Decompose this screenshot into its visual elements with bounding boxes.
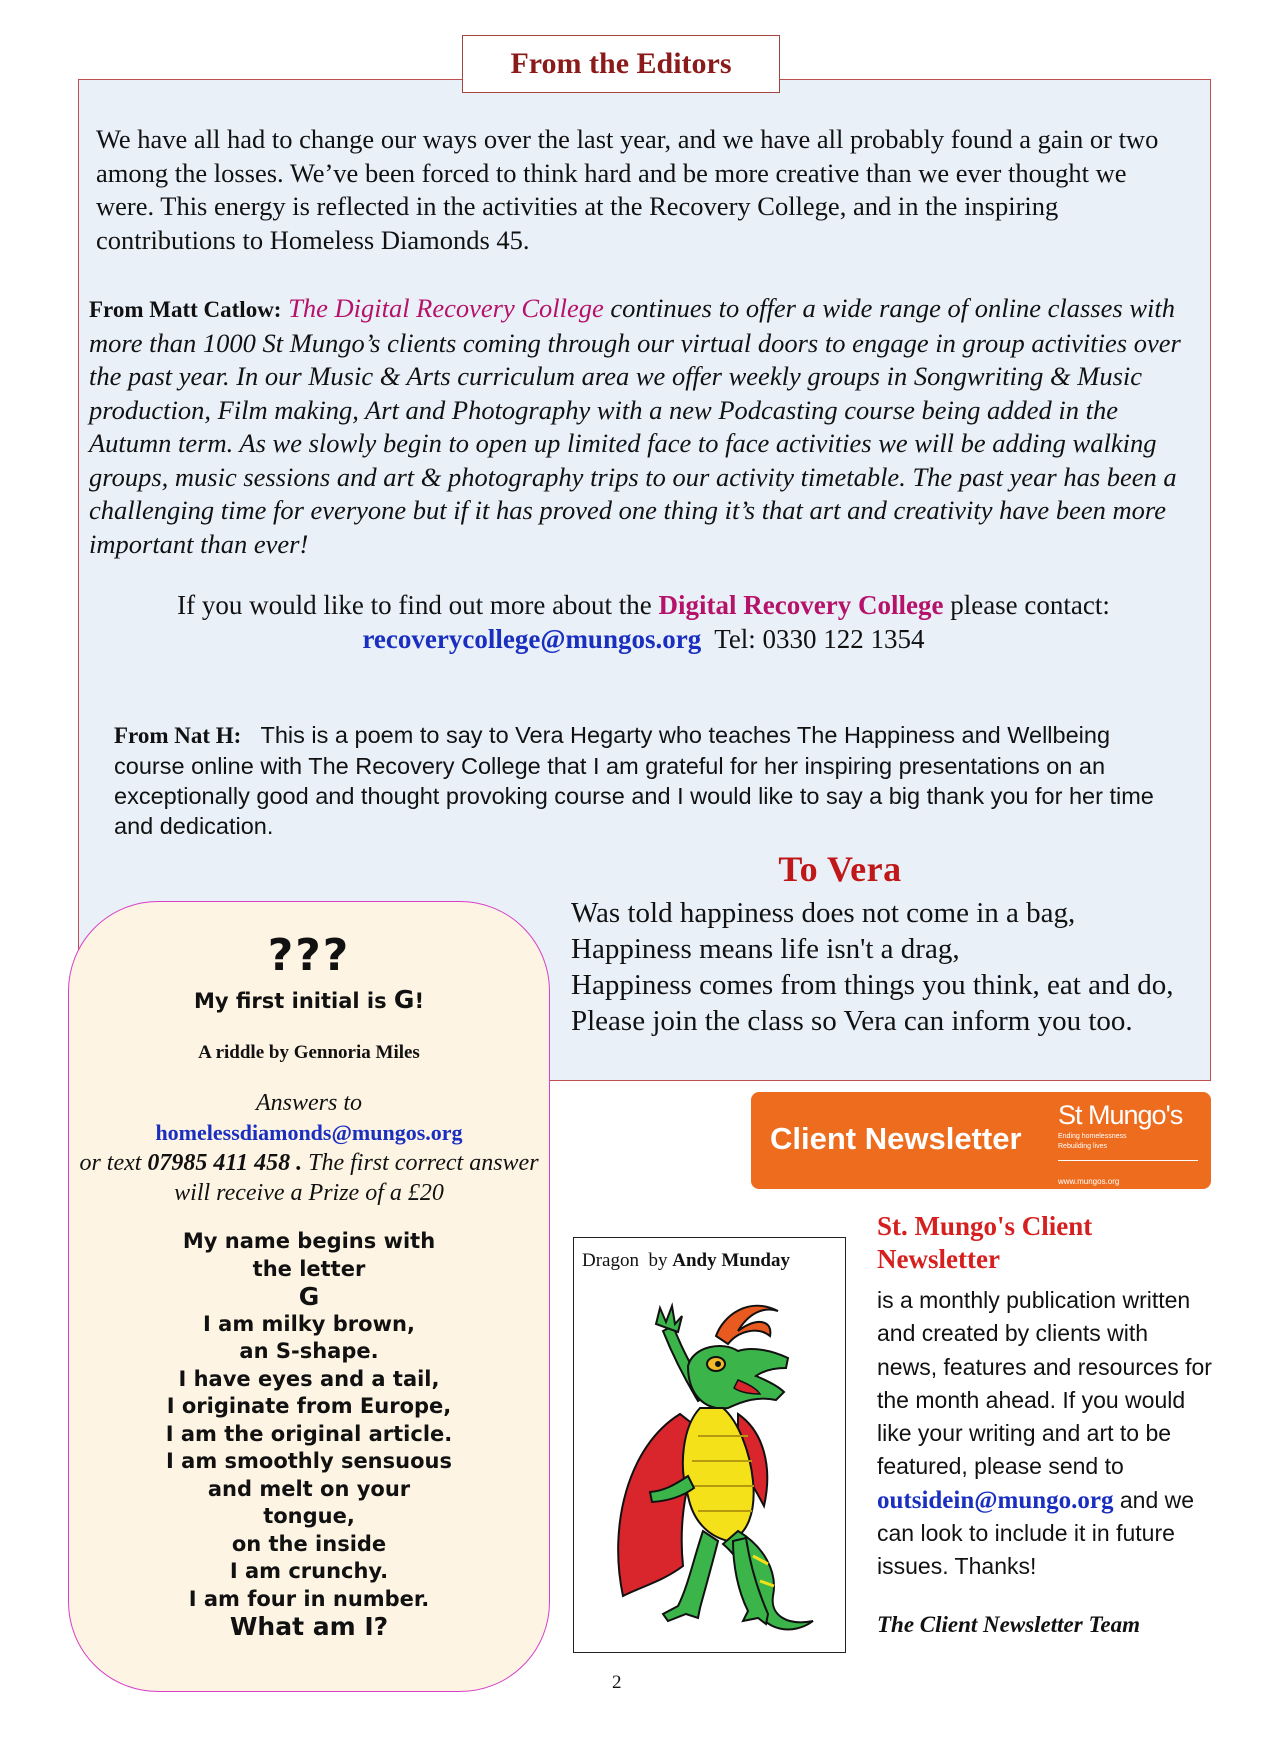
matt-text: continues to offer a wide range of online classes with more than 1000 St Mungo’s clients coming through our virtual doors to engage in group activities over the past year. In our Music & Arts curriculum area we offer weekly groups in Songwriting & Music production, Film making, Art and Photography with a new Podcasting course being added in the Autumn term. As we slowly begin to open up limited face to face activities we will be adding walking groups, music sessions and art & photography trips to our activity timetable. The past year has been a challenging time for everyone but if it has proved one thing it’s that art and creativity have been more important than ever! <box>89 293 1181 559</box>
riddle-subtitle-text: My first initial is <box>193 989 394 1013</box>
riddle-line: an S-shape. <box>239 1339 379 1363</box>
riddle-line: I originate from Europe, <box>166 1394 452 1418</box>
poem-title: To Vera <box>778 849 902 889</box>
nat-text: This is a poem to say to Vera Hegarty who teaches The Happiness and Wellbeing course online with The Recovery College that I am grateful for her inspiring presentations on an exceptionally good and thought provoking course and I would like to say a big thank you for her time and dedication. <box>114 722 1161 839</box>
artist-name: Andy Munday <box>672 1250 790 1271</box>
riddle-line: and melt on your <box>207 1476 411 1501</box>
riddle-subtitle-end: ! <box>414 989 425 1013</box>
riddle-line: I am milky brown, <box>203 1311 415 1336</box>
riddle-question-marks: ??? <box>267 930 351 981</box>
contact-pre: If you would like to find out more about the <box>177 590 659 620</box>
riddle-subtitle <box>69 985 549 1014</box>
riddle-line: the letter <box>252 1256 366 1281</box>
riddle-prize-text <box>69 1148 549 1208</box>
riddle-line: tongue, <box>263 1504 355 1528</box>
logo-name: St Mungo's <box>1058 1100 1183 1130</box>
poem-line: Was told happiness does not come in a bag, <box>571 897 1076 929</box>
riddle-line: I am four in number. <box>188 1586 430 1611</box>
riddle-line: I am crunchy. <box>229 1559 389 1583</box>
logo-tagline-1: Ending homelessness <box>1058 1133 1127 1140</box>
logo-url: www.mungos.org <box>1058 1177 1120 1186</box>
answers-to: Answers to <box>255 1090 362 1116</box>
digital-recovery-college-name: The Digital Recovery College <box>288 293 604 323</box>
riddle-line: I am the original article. <box>165 1421 453 1446</box>
poem-line: Please join the class so Vera can inform you too. <box>571 1005 1133 1037</box>
contact-post: please contact: <box>943 590 1110 620</box>
riddle-line: I am smoothly sensuous <box>166 1449 452 1473</box>
homeless-diamonds-email-link[interactable]: homelessdiamonds@mungos.org <box>155 1120 463 1145</box>
client-newsletter-label: Client Newsletter <box>770 1121 1022 1156</box>
contact-tel: Tel: 0330 122 1354 <box>701 624 925 654</box>
newsletter-body-pre: is a monthly publication written and created by clients with news, features and resources for the month ahead. If you would like your writing and art to be featured, please send to <box>877 1287 1219 1480</box>
st-mungos-logo <box>1058 1100 1206 1184</box>
riddle-box <box>68 901 550 1692</box>
page-number: 2 <box>612 1672 622 1693</box>
newsletter-title: St. Mungo's Client Newsletter <box>877 1211 1093 1274</box>
recovery-college-email-link[interactable]: recoverycollege@mungos.org <box>362 624 702 654</box>
nat-label: From Nat H: <box>114 723 242 748</box>
riddle-lines <box>69 1228 549 1641</box>
newsletter-body <box>877 1284 1219 1584</box>
riddle-phone: 07985 411 458 . <box>147 1150 303 1176</box>
riddle-line: I have eyes and a tail, <box>178 1366 440 1391</box>
matt-catlow-paragraph <box>89 292 1199 561</box>
poem-line: Happiness comes from things you think, eat and do, <box>571 969 1174 1001</box>
logo-divider <box>1058 1160 1198 1161</box>
riddle-letter: G <box>298 1282 320 1311</box>
caption-text: Dragon by <box>582 1250 673 1271</box>
artwork-caption <box>582 1250 790 1272</box>
contact-college: Digital Recovery College <box>658 590 944 620</box>
riddle-subtitle-letter: G <box>393 985 415 1014</box>
riddle-line: My name begins with <box>182 1229 436 1253</box>
outsidein-email-link[interactable]: outsidein@mungo.org <box>877 1486 1114 1514</box>
editors-title: From the Editors <box>462 35 780 93</box>
poem-body <box>571 895 1211 1039</box>
logo-tagline-2: Rebuilding lives <box>1058 1143 1108 1150</box>
editors-intro: We have all had to change our ways over the last year, and we have all probably found a gain or two among the losses. We’ve been forced to think hard and be more creative than we ever thought we were. This energy is reflected in the activities at the Recovery College, and in the inspiring contributions to Homeless Diamonds 45. <box>96 124 1159 255</box>
riddle-answers <box>69 1088 549 1208</box>
contact-paragraph <box>96 588 1191 656</box>
text-pre: or text <box>79 1150 148 1176</box>
riddle-line: on the inside <box>231 1531 387 1556</box>
matt-label: From Matt Catlow: <box>89 297 282 322</box>
dragon-illustration <box>588 1296 838 1641</box>
newsletter-signature: The Client Newsletter Team <box>877 1612 1140 1637</box>
text-post: The first correct answer will receive a Prize of a £20 <box>174 1150 539 1206</box>
nat-h-paragraph <box>114 720 1174 841</box>
riddle-question: What am I? <box>229 1612 389 1641</box>
riddle-byline: A riddle by Gennoria Miles <box>198 1042 420 1063</box>
poem-line: Happiness means life isn't a drag, <box>571 933 960 965</box>
newsletter-body-post: and we can look to include it in future issues. Thanks! <box>877 1486 1195 1580</box>
